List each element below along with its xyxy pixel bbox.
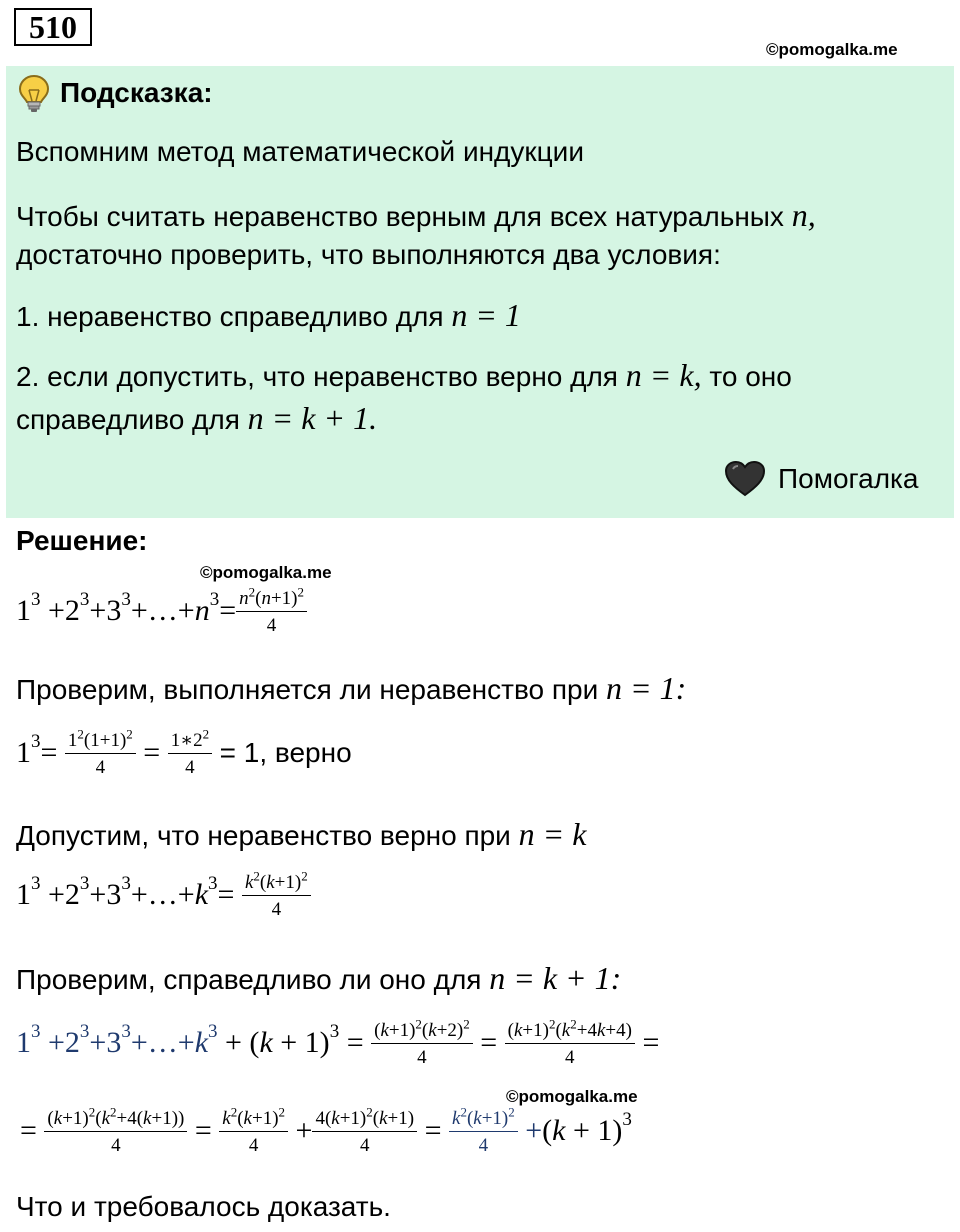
check-base-case-math: n = 1: (606, 670, 687, 706)
fraction-numerator: $n^2(n+1)^2$ (236, 588, 307, 612)
step-fraction-6: $\frac{k^2(k+1)^2}{4}$ (449, 1108, 518, 1158)
base-case-result: = 1, верно (219, 736, 352, 768)
formula-sum-k-fraction: $\frac{k^2(k+1)^2}{4}$ (242, 872, 311, 922)
solution-title: Решение: (16, 525, 148, 556)
hint-condition-2-line-2 (16, 400, 377, 437)
hint-condition-2-text: 2. если допустить, что неравенство верно для (16, 361, 618, 392)
heart-icon (724, 460, 766, 498)
step-fraction-4: $\frac{k^2(k+1)^2}{4}$ (219, 1108, 288, 1158)
watermark-solution: ©pomogalka.me (200, 563, 332, 582)
base-case-computation: $1^3=$ $\frac{1^2(1+1)^2}{4}$ = $\frac{1∗2^2}{4}$ = 1, верно (16, 726, 352, 778)
hint-condition-2-math: n = k, (625, 357, 702, 393)
assume-text-label: Допустим, что неравенство верно при (16, 820, 511, 851)
lightbulb-icon (18, 74, 50, 114)
hint-condition-2-line-2-text: справедливо для (16, 404, 240, 435)
step-fraction-2: $\frac{(k+1)^2(k^2+4k+4)}{4}$ (505, 1020, 635, 1070)
conclusion: Что и требовалось доказать. (16, 1191, 391, 1222)
hint-line-2a-var: n, (791, 197, 816, 233)
inductive-step-line-2: = $\frac{(k+1)^2(k^2+4(k+1))}{4}$ = $\frac{k^2(k+1)^2}{4}$ + $\frac{4(k+1)^2(k+1)}{4}$ = $\frac{k^2(k+1)^2}{4}$ $+(k + 1)^3$ (20, 1104, 632, 1156)
inductive-step-line-1: $1^3$ $+2^3+3^3+\dots+k^3 + (k + 1)^3$ = $\frac{(k+1)^2(k+2)^2}{4}$ = $\frac{(k+1)^2(k^2+4k+4)}{4}$ = (16, 1016, 660, 1068)
check-base-case (16, 670, 686, 707)
hint-condition-1 (16, 297, 521, 334)
formula-sum-n-fraction (236, 584, 307, 638)
assume-text (16, 816, 586, 853)
hint-condition-2 (16, 357, 792, 394)
fraction-denominator: 4 (266, 615, 277, 636)
hint-line-1: Вспомним метод математической индукции (16, 136, 584, 167)
check-inductive-step (16, 960, 621, 997)
hint-condition-2-line-2-math: n = k + 1. (247, 400, 378, 436)
step-fraction-3: $\frac{(k+1)^2(k^2+4(k+1))}{4}$ (44, 1108, 187, 1158)
step-fraction-1: $\frac{(k+1)^2(k+2)^2}{4}$ (371, 1020, 473, 1070)
check-base-case-text: Проверим, выполняется ли неравенство при (16, 674, 599, 705)
hint-line-2a (16, 197, 816, 234)
hint-line-2b: достаточно проверить, что выполняются два условия: (16, 239, 721, 270)
hint-box (6, 66, 954, 518)
base-case-fraction-1: $\frac{1^2(1+1)^2}{4}$ (65, 730, 136, 780)
watermark-step: ©pomogalka.me (506, 1087, 638, 1106)
hint-title: Подсказка: (60, 77, 213, 108)
base-case-fraction-2: $\frac{1∗2^2}{4}$ (168, 730, 212, 780)
check-inductive-step-math: n = k + 1: (489, 960, 622, 996)
assume-text-math: n = k (518, 816, 587, 852)
watermark-top: ©pomogalka.me (766, 40, 898, 59)
hint-condition-1-text: 1. неравенство справедливо для (16, 301, 444, 332)
formula-sum-n: $1^3$ $+2^3+3^3+\dots+n^3=$ $\frac{n^2(n+1)^2}{4}$ (16, 588, 307, 638)
formula-sum-k: $1^3$ $+2^3+3^3+\dots+k^3=$ $\frac{k^2(k+1)^2}{4}$ (16, 872, 311, 922)
step-fraction-5: $\frac{4(k+1)^2(k+1)}{4}$ (312, 1108, 417, 1158)
hint-line-2a-text: Чтобы считать неравенство верным для всех натуральных (16, 201, 784, 232)
problem-number: 510 (14, 8, 92, 46)
brand-label: Помогалка (778, 463, 919, 494)
hint-condition-1-math: n = 1 (451, 297, 521, 333)
hint-condition-2-tail: то оно (709, 361, 792, 392)
check-inductive-step-text: Проверим, справедливо ли оно для (16, 964, 482, 995)
